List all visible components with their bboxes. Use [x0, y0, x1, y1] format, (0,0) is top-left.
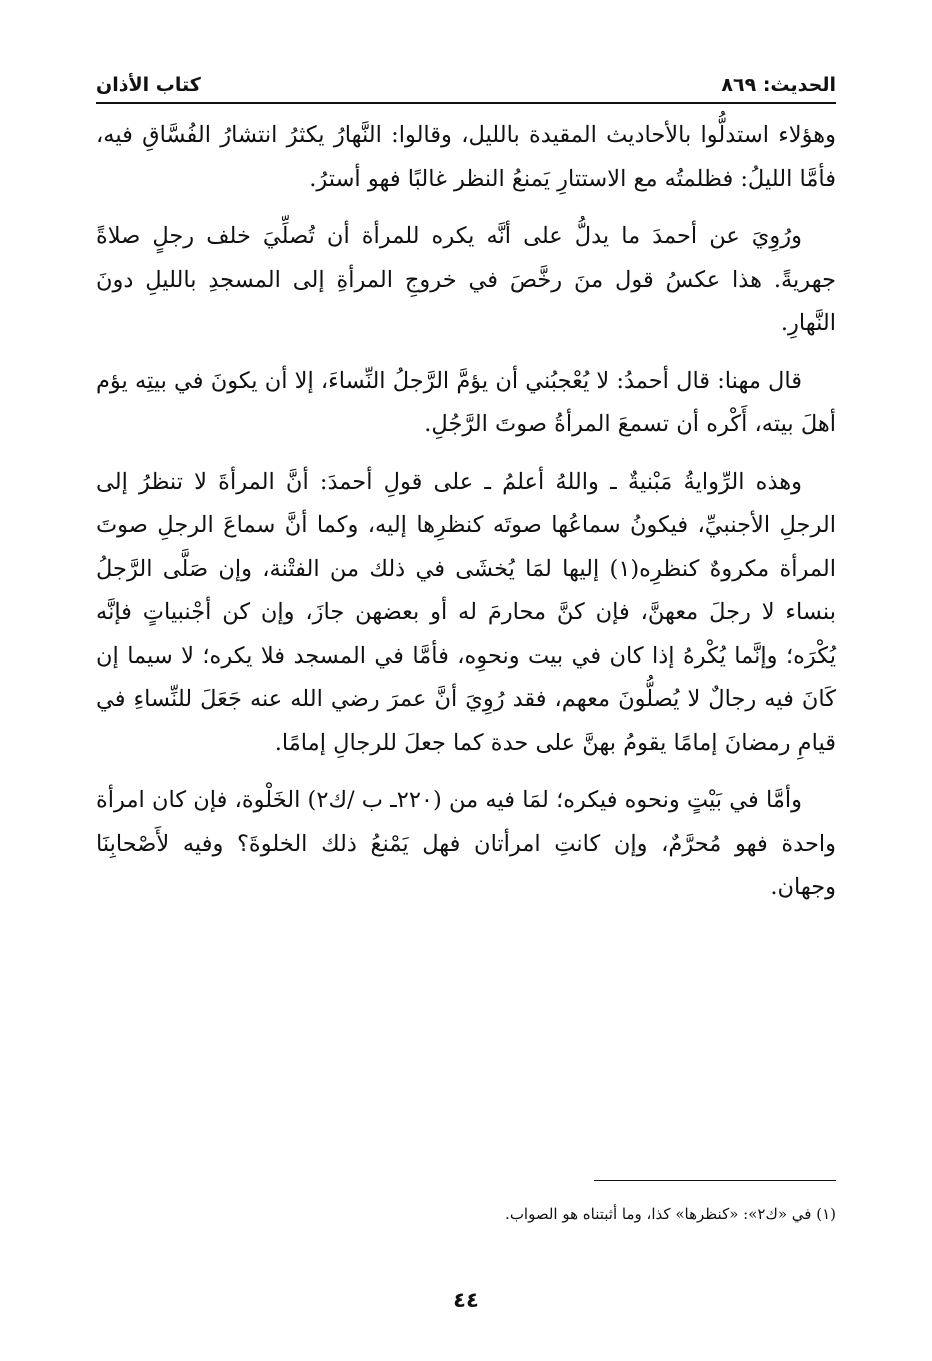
hadith-number: الحديث: ٨٦٩: [721, 74, 836, 96]
paragraph: وأمَّا في بَيْتٍ ونحوه فيكره؛ لمَا فيه من (٢٢٠ـ ب /ك٢) الخَلْوة، فإن كان امرأة واحدة فهو مُحرَّمٌ، وإن كانتِ امرأتان فهل يَمْنعُ ذلك الخلوةَ؟ وفيه لأَصْحابِنَا وجهان.: [96, 787, 836, 900]
page-number: ٤٤: [453, 1288, 479, 1312]
paragraph: قال مهنا: قال أحمدُ: لا يُعْجبُني أن يؤمَّ الرَّجلُ النِّساءَ، إلا أن يكونَ في بيتِه يؤم أهلَ بيته، أَكْره أن تسمعَ المرأةُ صوتَ الرَّجُلِ.: [96, 367, 836, 437]
paragraph: ورُوِيَ عن أحمدَ ما يدلُّ على أنَّه يكره للمرأة أن تُصلِّيَ خلف رجلٍ صلاةً جهريةً. هذا عكسُ قول منَ رخَّصَ في خروجِ المرأةِ إلى المسجدِ بالليلِ دونَ النَّهارِ.: [96, 223, 836, 336]
main-text: [96, 114, 836, 910]
footnote-divider: [594, 1180, 836, 1181]
book-page: [96, 70, 836, 1340]
paragraph: وهذه الرِّوايةُ مَبْنيةٌ ـ واللهُ أعلمُ ـ على قولِ أحمدَ: أنَّ المرأةَ لا تنظرُ إلى الرجلِ الأجنبيِّ، فيكونُ سماعُها صوتَه كنظرِها إليه، وكما أنَّ سماعَ الرجلِ صوتَ المرأة مكروهٌ كنظرِه(١) إليها لمَا يُخشَى في ذلك من الفتْنة، وإن صَلَّى الرَّجلُ بنساء لا رجلَ معهنَّ، فإن كنَّ محارمَ له أو بعضهن جازَ، وإن كن أجْنبياتٍ فإنَّه يُكْرَه؛ وإنَّما يُكْرهُ إذا كان في بيت ونحوِه، فأمَّا في المسجد فلا يكره؛ لا سيما إن كَانَ فيه رجالٌ لا يُصلُّونَ معهم، فقد رُوِيَ أنَّ عمرَ رضي الله عنه جَعَلَ للنِّساءِ في قيامِ رمضانَ إمامًا يقومُ بهنَّ على حدة كما جعلَ للرجالِ إمامًا.: [96, 468, 837, 756]
paragraph: وهؤلاء استدلُّوا بالأحاديث المقيدة بالليل، وقالوا: النَّهارُ يكثرُ انتشارُ الفُسَّاقِ فيه، فأمَّا الليلُ: فظلمتُه مع الاستتارِ يَمنعُ النظر غالبًا فهو أسترُ.: [96, 122, 836, 192]
running-header: [96, 70, 836, 104]
book-title: كتاب الأذان: [96, 74, 201, 96]
footnote: (١) في «ك٢»: «كنظرها» كذا، وما أثبتناه هو الصواب.: [505, 1205, 836, 1223]
